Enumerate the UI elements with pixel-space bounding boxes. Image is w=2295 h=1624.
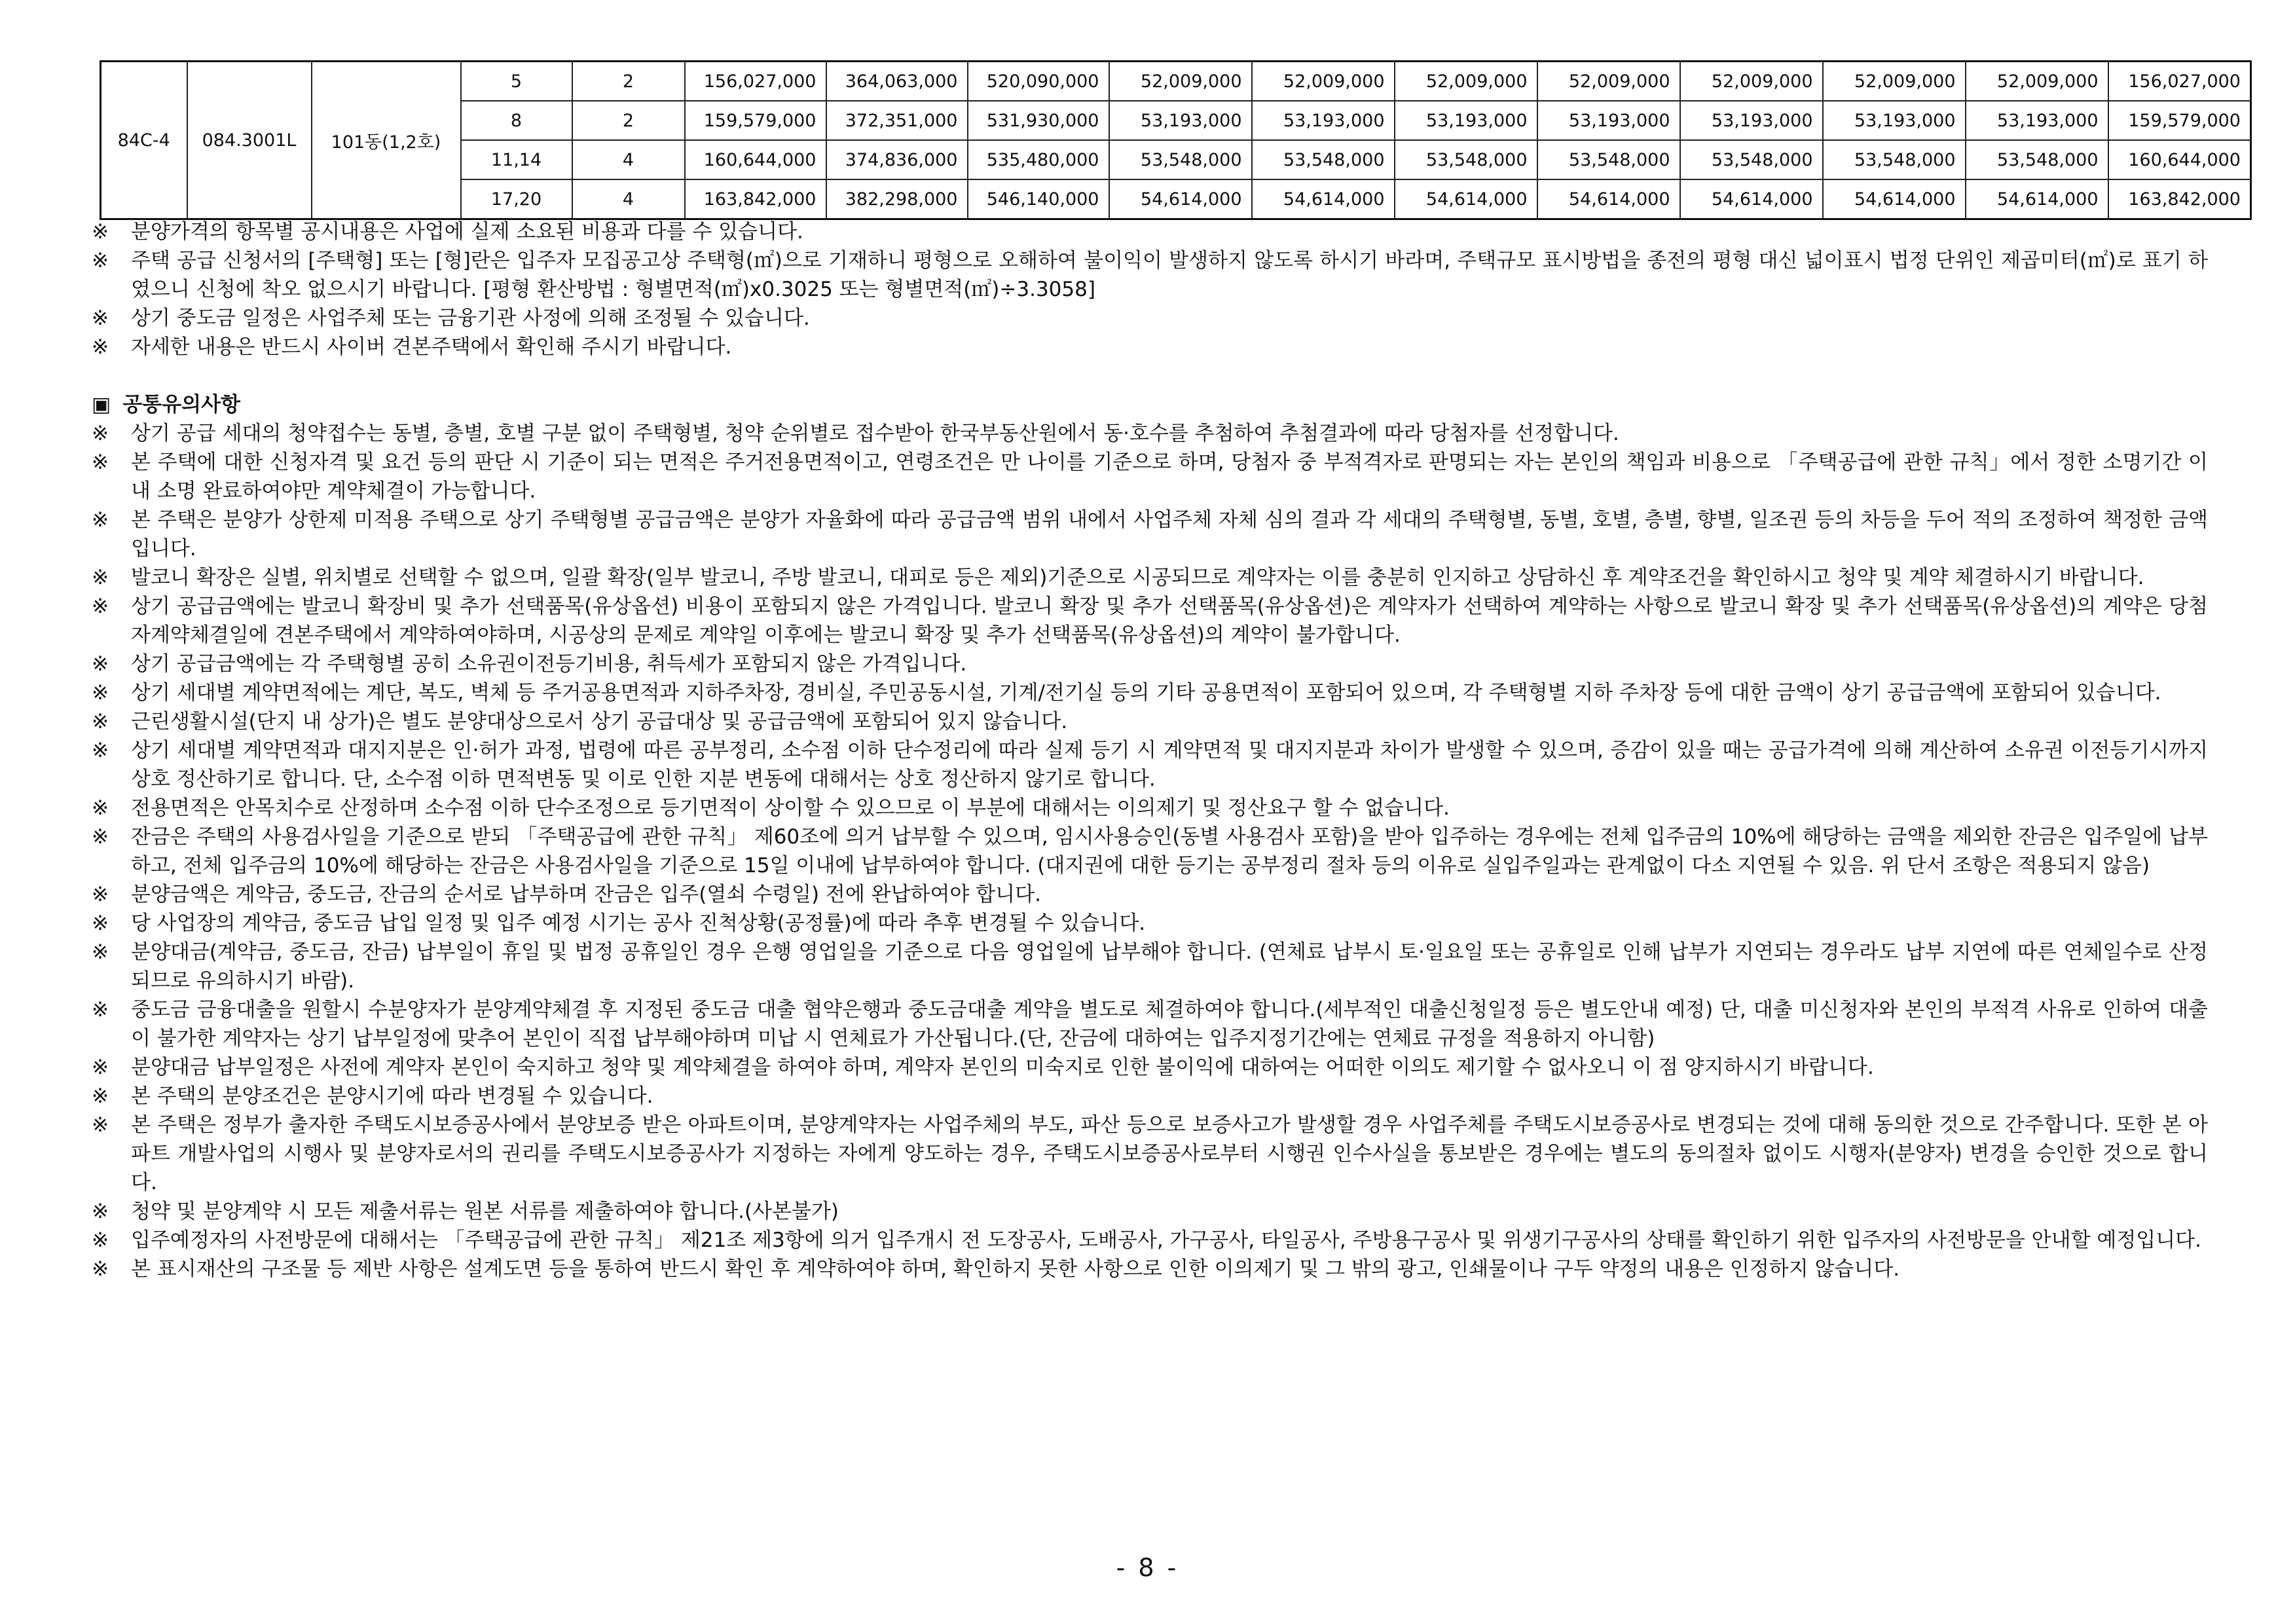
interim-payment-cell: 53,193,000 [1823,101,1966,140]
reference-mark-icon: ※ [92,1200,109,1223]
interim-payment-cell: 52,009,000 [1680,62,1823,101]
building-cell: 101동(1,2호) [312,62,461,219]
total-price-cell: 535,480,000 [968,140,1109,179]
total-price-cell: 520,090,000 [968,62,1109,101]
reference-mark-icon: ※ [92,451,109,474]
price-table [100,60,2252,220]
interim-payment-cell: 52,009,000 [1537,62,1680,101]
note-item [92,592,2208,650]
note-text: 근린생활시설(단지 내 상가)은 별도 분양대상으로서 상기 공급대상 및 공급금액에 포함되어 있지 않습니다. [131,710,1068,733]
reference-mark-icon: ※ [92,1228,109,1252]
interim-payment-cell: 54,614,000 [1680,179,1823,219]
interim-payment-cell: 54,614,000 [1252,179,1395,219]
note-text: 자세한 내용은 반드시 사이버 견본주택에서 확인해 주시기 바랍니다. [131,335,732,359]
balance-cell: 160,644,000 [2108,140,2251,179]
note-text: 상기 중도금 일정은 사업주체 또는 금융기관 사정에 의해 조정될 수 있습니다. [131,306,810,330]
spacer [92,361,2208,390]
balance-cell: 159,579,000 [2108,101,2251,140]
deposit-cell: 53,193,000 [1109,101,1252,140]
note-text: 당 사업장의 계약금, 중도금 납입 일정 및 입주 예정 시기는 공사 진척상황(공정률)에 따라 추후 변경될 수 있습니다. [131,912,1146,935]
land-price-cell: 160,644,000 [685,140,826,179]
note-item [92,563,2208,592]
building-price-cell: 382,298,000 [826,179,968,219]
note-text: 본 주택에 대한 신청자격 및 요건 등의 판단 시 기준이 되는 면적은 주거전용면적이고, 연령조건은 만 나이를 기준으로 하며, 당첨자 중 부적격자로 판명되는 자는 본인의 책임과 비용으로 「주택공급에 관한 규칙」에서 정한 소명기간 이내 소명 완료하여야만 계약체결이 가능합니다. [131,451,2208,503]
price-table-body [101,62,2251,219]
note-item [92,304,2208,333]
reference-mark-icon: ※ [92,566,109,589]
reference-mark-icon: ※ [92,1056,109,1079]
total-price-cell: 531,930,000 [968,101,1109,140]
reference-mark-icon: ※ [92,998,109,1022]
land-price-cell: 163,842,000 [685,179,826,219]
note-item [92,1111,2208,1197]
interim-payment-cell: 53,548,000 [1823,140,1966,179]
note-text: 상기 공급금액에는 각 주택형별 공히 소유권이전등기비용, 취득세가 포함되지 않은 가격입니다. [131,652,967,676]
reference-mark-icon: ※ [92,883,109,906]
interim-payment-cell: 52,009,000 [1395,62,1537,101]
common-notes [92,419,2208,1283]
building-price-cell: 374,836,000 [826,140,968,179]
note-item [92,1053,2208,1082]
note-text: 전용면적은 안목치수로 산정하며 소수점 이하 단수조정으로 등기면적이 상이할 수 있으므로 이 부분에 대해서는 이의제기 및 정산요구 할 수 없습니다. [131,796,1450,820]
note-item [92,707,2208,736]
reference-mark-icon: ※ [92,681,109,705]
interim-payment-cell: 53,548,000 [1537,140,1680,179]
reference-mark-icon: ※ [92,825,109,849]
note-item [92,246,2208,304]
deposit-cell: 53,548,000 [1109,140,1252,179]
building-price-cell: 364,063,000 [826,62,968,101]
note-text: 주택 공급 신청서의 [주택형] 또는 [형]란은 입주자 모집공고상 주택형(㎡)으로 기재하니 평형으로 오해하여 불이익이 발생하지 않도록 하시기 바라며, 주택규모 표시방법을 종전의 평형 대신 넓이표시 법정 단위인 제곱미터(㎡)로 표기 하였으니 신청에 착오 없으시기 바랍니다. [평형 환산방법 : 형별면적(㎡)x0.3025 또는 형별면적(㎡)÷3.3058] [131,249,2208,301]
reference-mark-icon: ※ [92,912,109,935]
note-text: 본 표시재산의 구조물 등 제반 사항은 설계도면 등을 통하여 반드시 확인 후 계약하여야 하며, 확인하지 못한 사항으로 인한 이의제기 및 그 밖의 광고, 인쇄물이나 구두 약정의 내용은 인정하지 않습니다. [131,1257,1900,1281]
note-text: 잔금은 주택의 사용검사일을 기준으로 받되 「주택공급에 관한 규칙」 제60조에 의거 납부할 수 있으며, 임시사용승인(동별 사용검사 포함)을 받아 입주하는 경우에는 전체 입주금의 10%에 해당하는 금액을 제외한 잔금은 입주일에 납부하고, 전체 입주금의 10%에 해당하는 잔금은 사용검사일을 기준으로 15일 이내에 납부하여야 합니다. (대지권에 대한 등기는 공부정리 절차 등의 이유로 실입주일과는 관계없이 다소 지연될 수 있음. 위 단서 조항은 적용되지 않음) [131,825,2208,877]
note-text: 본 주택은 정부가 출자한 주택도시보증공사에서 분양보증 받은 아파트이며, 분양계약자는 사업주체의 부도, 파산 등으로 보증사고가 발생할 경우 사업주체를 주택도시보증공사로 변경되는 것에 대해 동의한 것으로 간주합니다. 또한 본 아파트 개발사업의 시행사 및 분양자로서의 권리를 주택도시보증공사가 지정하는 자에게 양도하는 경우, 주택도시보증공사로부터 시행권 인수사실을 통보받은 경우에는 별도의 동의절차 없이도 시행자(분양자) 변경을 승인한 것으로 합니다. [131,1113,2208,1194]
note-item [92,995,2208,1053]
reference-mark-icon: ※ [92,940,109,964]
interim-payment-cell: 52,009,000 [1966,62,2108,101]
units-cell: 4 [572,179,685,219]
land-price-cell: 156,027,000 [685,62,826,101]
note-item [92,1226,2208,1255]
interim-payment-cell: 53,548,000 [1395,140,1537,179]
reference-mark-icon: ※ [92,652,109,676]
land-price-cell: 159,579,000 [685,101,826,140]
note-item [92,506,2208,563]
interim-payment-cell: 53,193,000 [1966,101,2108,140]
total-price-cell: 546,140,000 [968,179,1109,219]
units-cell: 4 [572,140,685,179]
interim-payment-cell: 53,548,000 [1252,140,1395,179]
deposit-cell: 52,009,000 [1109,62,1252,101]
note-text: 상기 공급 세대의 청약접수는 동별, 층별, 호별 구분 없이 주택형별, 청약 순위별로 접수받아 한국부동산원에서 동·호수를 추첨하여 추첨결과에 따라 당첨자를 선정합니다. [131,422,1619,445]
note-item [92,650,2208,678]
table-row [101,62,2251,101]
balance-cell: 156,027,000 [2108,62,2251,101]
interim-payment-cell: 52,009,000 [1252,62,1395,101]
reference-mark-icon: ※ [92,306,109,330]
note-text: 청약 및 분양계약 시 모든 제출서류는 원본 서류를 제출하여야 합니다.(사본불가) [131,1200,839,1223]
note-item [92,1197,2208,1226]
reference-mark-icon: ※ [92,710,109,733]
note-item [92,938,2208,995]
interim-payment-cell: 53,548,000 [1680,140,1823,179]
table-notes [92,217,2208,361]
section-heading [92,390,2208,419]
note-text: 분양금액은 계약금, 중도금, 잔금의 순서로 납부하며 잔금은 입주(열쇠 수령일) 전에 완납하여야 합니다. [131,883,1041,906]
note-item [92,822,2208,880]
reference-mark-icon: ※ [92,595,109,618]
interim-payment-cell: 53,193,000 [1537,101,1680,140]
floor-cell: 11,14 [461,140,572,179]
page-number: - 8 - [1116,1553,1179,1582]
note-text: 본 주택의 분양조건은 분양시기에 따라 변경될 수 있습니다. [131,1084,653,1108]
reference-mark-icon: ※ [92,220,109,244]
interim-payment-cell: 52,009,000 [1823,62,1966,101]
note-item [92,1082,2208,1111]
units-cell: 2 [572,101,685,140]
note-item [92,333,2208,361]
note-text: 상기 세대별 계약면적에는 계단, 복도, 벽체 등 주거공용면적과 지하주차장, 경비실, 주민공동시설, 기계/전기실 등의 기타 공용면적이 포함되어 있으며, 각 주택형별 지하 주차장 등에 대한 금액이 상기 공급금액에 포함되어 있습니다. [131,681,2161,705]
note-text: 분양대금 납부일정은 사전에 계약자 본인이 숙지하고 청약 및 계약체결을 하여야 하며, 계약자 본인의 미숙지로 인한 불이익에 대하여는 어떠한 이의도 제기할 수 없사오니 이 점 양지하시기 바랍니다. [131,1056,1874,1079]
note-item [92,736,2208,794]
note-text: 중도금 금융대출을 원할시 수분양자가 분양계약체결 후 지정된 중도금 대출 협약은행과 중도금대출 계약을 별도로 체결하여야 합니다.(세부적인 대출신청일정 등은 별도안내 예정) 단, 대출 미신청자와 본인의 부적격 사유로 인하여 대출이 불가한 계약자는 상기 납부일정에 맞추어 본인이 직접 납부해야하며 미납 시 연체료가 가산됩니다.(단, 잔금에 대하여는 입주지정기간에는 연체료 규정을 적용하지 아니함) [131,998,2208,1050]
section-title: 공통유의사항 [122,393,240,416]
interim-payment-cell: 54,614,000 [1966,179,2108,219]
note-text: 발코니 확장은 실별, 위치별로 선택할 수 없으며, 일괄 확장(일부 발코니, 주방 발코니, 대피로 등은 제외)기준으로 시공되므로 계약자는 이를 충분히 인지하고 상담하신 후 계약조건을 확인하시고 청약 및 계약 체결하시기 바랍니다. [131,566,2144,589]
note-item [92,217,2208,246]
note-text: 본 주택은 분양가 상한제 미적용 주택으로 상기 주택형별 공급금액은 분양가 자율화에 따라 공급금액 범위 내에서 사업주체 자체 심의 결과 각 세대의 주택형별, 동별, 호별, 층별, 향별, 일조권 등의 차등을 두어 적의 조정하여 책정한 금액입니다. [131,508,2208,561]
note-item [92,678,2208,707]
square-bullet-icon: ▣ [92,393,111,416]
deposit-cell: 54,614,000 [1109,179,1252,219]
reference-mark-icon: ※ [92,796,109,820]
interim-payment-cell: 53,548,000 [1966,140,2108,179]
floor-cell: 8 [461,101,572,140]
interim-payment-cell: 53,193,000 [1252,101,1395,140]
reference-mark-icon: ※ [92,335,109,359]
note-item [92,419,2208,448]
note-item [92,794,2208,822]
note-text: 분양대금(계약금, 중도금, 잔금) 납부일이 휴일 및 법정 공휴일인 경우 은행 영업일을 기준으로 다음 영업일에 납부해야 합니다. (연체료 납부시 토·일요일 또는 공휴일로 인해 납부가 지연되는 경우라도 납부 지연에 따른 연체일수로 산정 되므로 유의하시기 바람). [131,940,2208,993]
reference-mark-icon: ※ [92,422,109,445]
note-text: 분양가격의 항목별 공시내용은 사업에 실제 소요된 비용과 다를 수 있습니다. [131,220,803,244]
building-price-cell: 372,351,000 [826,101,968,140]
note-text: 상기 공급금액에는 발코니 확장비 및 추가 선택품목(유상옵션) 비용이 포함되지 않은 가격입니다. 발코니 확장 및 추가 선택품목(유상옵션)은 계약자가 선택하여 계약하는 사항으로 발코니 확장 및 추가 선택품목(유상옵션)의 계약은 당첨자계약체결일에 견본주택에서 계약하여야하며, 시공상의 문제로 계약일 이후에는 발코니 확장 및 추가 선택품목(유상옵션)의 계약이 불가합니다. [131,595,2208,647]
note-item [92,1255,2208,1283]
balance-cell: 163,842,000 [2108,179,2251,219]
reference-mark-icon: ※ [92,739,109,762]
floor-cell: 17,20 [461,179,572,219]
interim-payment-cell: 53,193,000 [1680,101,1823,140]
note-item [92,880,2208,909]
note-text: 입주예정자의 사전방문에 대해서는 「주택공급에 관한 규칙」 제21조 제3항에 의거 입주개시 전 도장공사, 도배공사, 가구공사, 타일공사, 주방용구공사 및 위생기구공사의 상태를 확인하기 위한 입주자의 사전방문을 안내할 예정입니다. [131,1228,2201,1252]
interim-payment-cell: 53,193,000 [1395,101,1537,140]
note-item [92,909,2208,938]
interim-payment-cell: 54,614,000 [1395,179,1537,219]
units-cell: 2 [572,62,685,101]
housing-type-cell: 84C-4 [101,62,187,219]
reference-mark-icon: ※ [92,1084,109,1108]
model-code-cell: 084.3001L [187,62,312,219]
interim-payment-cell: 54,614,000 [1823,179,1966,219]
notes-area [92,217,2208,1283]
reference-mark-icon: ※ [92,1113,109,1137]
reference-mark-icon: ※ [92,249,109,272]
note-item [92,448,2208,506]
interim-payment-cell: 54,614,000 [1537,179,1680,219]
reference-mark-icon: ※ [92,508,109,532]
note-text: 상기 세대별 계약면적과 대지지분은 인·허가 과정, 법령에 따른 공부정리, 소수점 이하 단수정리에 따라 실제 등기 시 계약면적 및 대지지분과 차이가 발생할 수 있으며, 증감이 있을 때는 공급가격에 의해 계산하여 소유권 이전등기시까지 상호 정산하기로 합니다. 단, 소수점 이하 면적변동 및 이로 인한 지분 변동에 대해서는 상호 정산하지 않기로 합니다. [131,739,2208,791]
reference-mark-icon: ※ [92,1257,109,1281]
floor-cell: 5 [461,62,572,101]
